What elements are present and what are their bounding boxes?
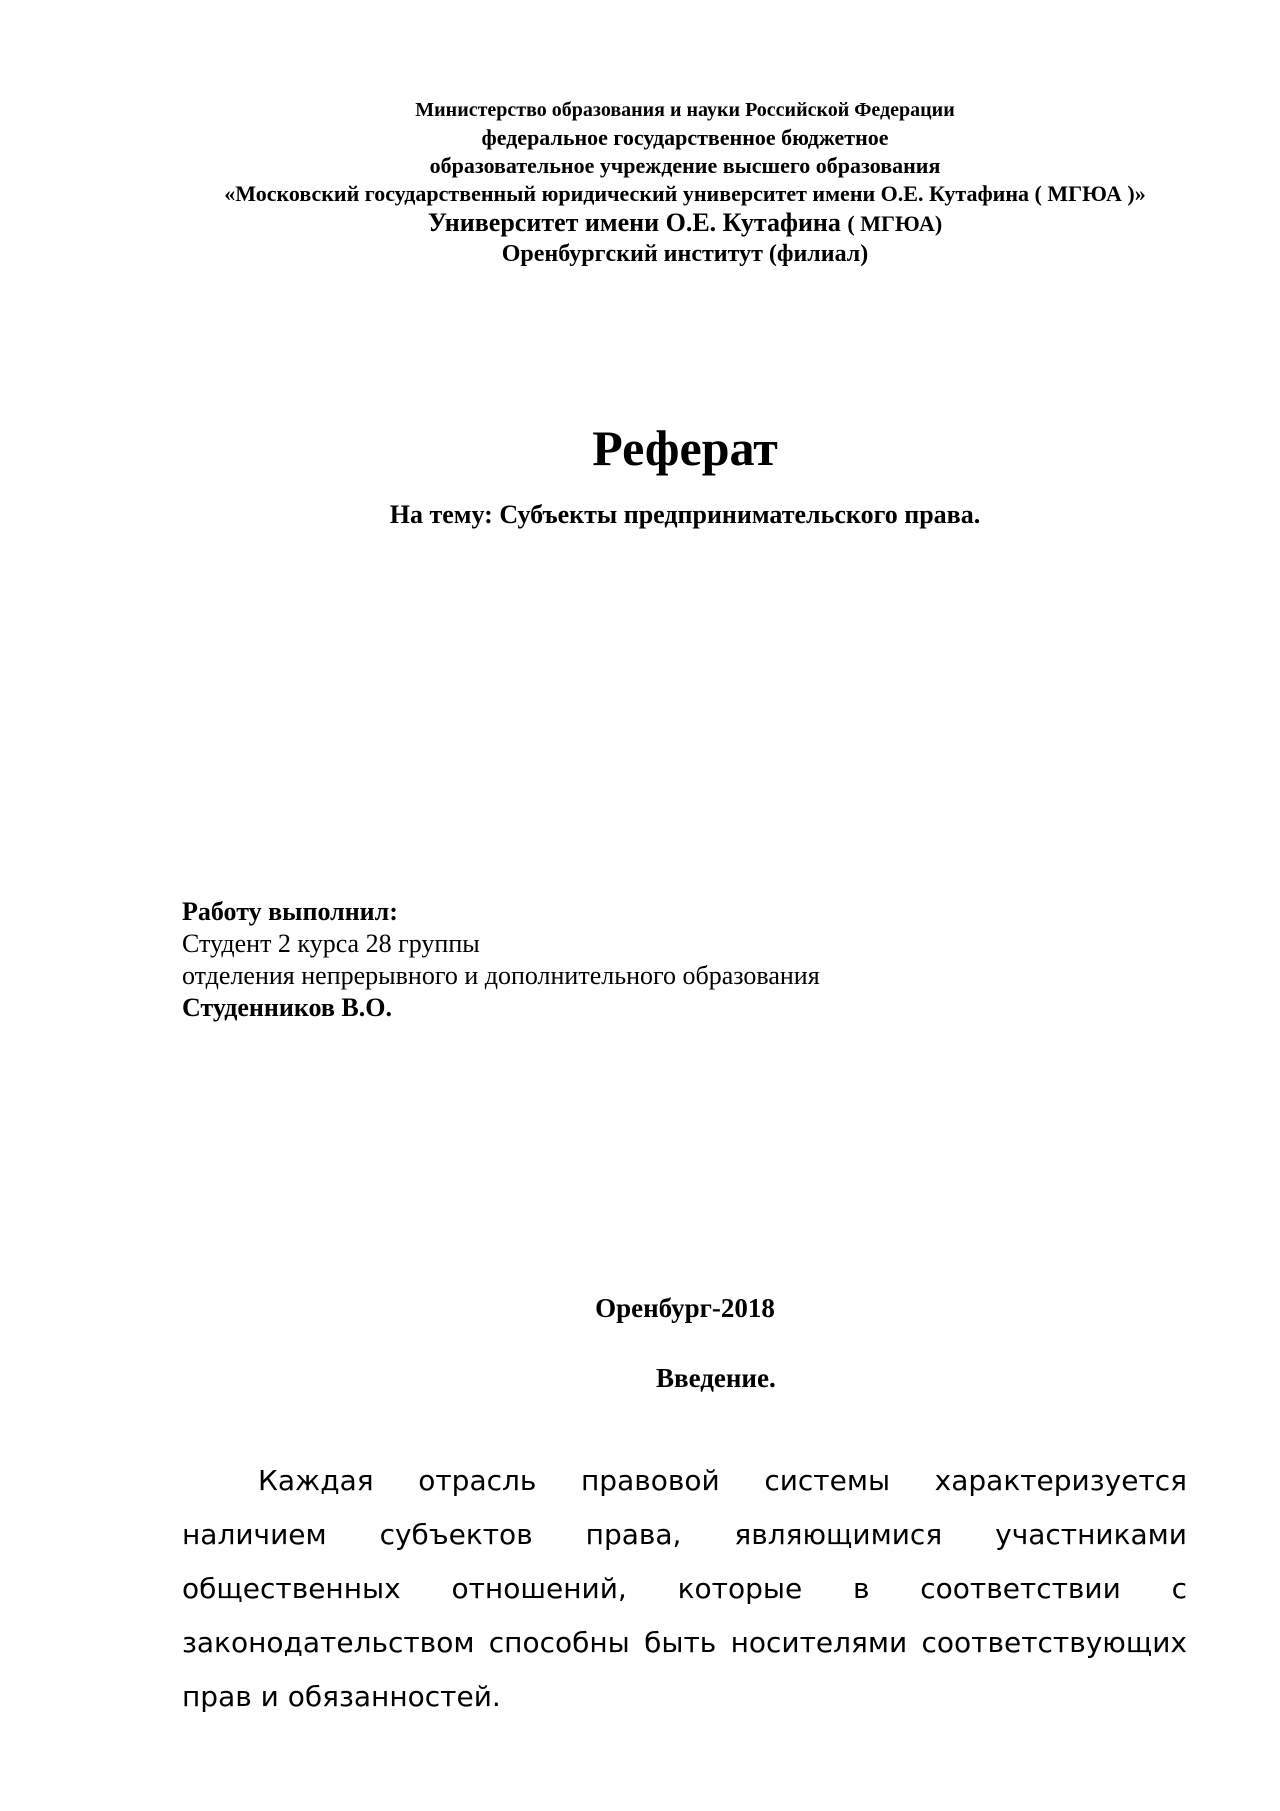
document-title: Реферат xyxy=(592,420,778,476)
author-block xyxy=(182,896,820,1024)
university-short-name xyxy=(0,208,1280,239)
institution-type-line-1: федеральное государственное бюджетное xyxy=(481,125,889,150)
document-subtitle: На тему: Субъекты предпринимательского права. xyxy=(389,500,981,529)
university-short-main: Университет имени О.Е. Кутафина xyxy=(427,208,841,237)
author-department: отделения непрерывного и дополнительного образования xyxy=(182,961,820,990)
intro-heading: Введение. xyxy=(656,1363,776,1393)
university-short-abbr: ( МГЮА) xyxy=(847,211,943,236)
city-year: Оренбург-2018 xyxy=(595,1293,775,1323)
university-full-name: «Московский государственный юридический университет имени О.Е. Кутафина ( МГЮА )» xyxy=(224,181,1146,206)
intro-paragraph: Каждая отрасль правовой системы характеризуется наличием субъектов права, являющимися участниками общественных отношений, которые в соответствии с законодательством способны быть носителями соответствующих прав и обязанностей. xyxy=(182,1464,1187,1713)
ministry-line: Министерство образования и науки Российской Федерации xyxy=(415,99,955,121)
author-name: Студенников В.О. xyxy=(182,993,392,1022)
branch-name: Оренбургский институт (филиал) xyxy=(501,241,869,267)
title-page-header xyxy=(0,96,1280,269)
author-course: Студент 2 курса 28 группы xyxy=(182,929,480,958)
author-label: Работу выполнил: xyxy=(182,897,398,926)
institution-type-line-2: образовательное учреждение высшего образования xyxy=(429,153,941,178)
